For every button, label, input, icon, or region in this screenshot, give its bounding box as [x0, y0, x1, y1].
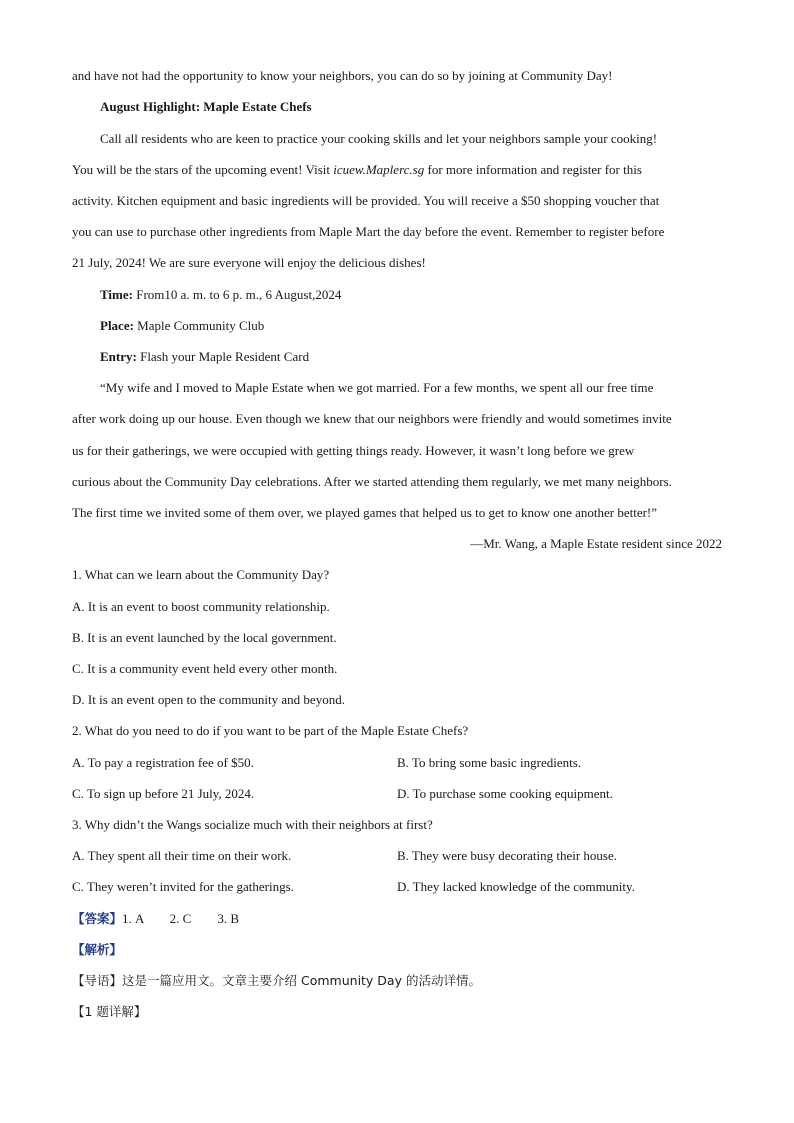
event-entry	[100, 348, 722, 366]
question-3-option-b[interactable]: B. They were busy decorating their house.	[397, 848, 617, 863]
event-time	[100, 286, 722, 304]
website-link[interactable]: icuew.Maplerc.sg	[333, 162, 425, 177]
question-2-option-a[interactable]: A. To pay a registration fee of $50.	[72, 755, 254, 770]
highlight-line-2-start: You will be the stars of the upcoming event! Visit	[72, 162, 330, 177]
question-2-option-d[interactable]: D. To purchase some cooking equipment.	[397, 786, 613, 801]
quote-attribution: —Mr. Wang, a Maple Estate resident since 2022	[470, 536, 722, 551]
highlight-line-2-end: for more information and register for this	[427, 162, 642, 177]
question-1-option-d[interactable]: D. It is an event open to the community and beyond.	[72, 692, 345, 707]
quote-line-3: us for their gatherings, we were occupied with getting things ready. However, it wasn’t long before we grew	[72, 443, 635, 458]
question-2-option-b[interactable]: B. To bring some basic ingredients.	[397, 755, 582, 770]
entry-value: Flash your Maple Resident Card	[140, 349, 310, 364]
event-place	[100, 317, 722, 335]
guide-label: 【导语】	[72, 973, 123, 988]
highlight-line-4: you can use to purchase other ingredients from Maple Mart the day before the event. Remember to register before	[72, 224, 665, 239]
guide-text: 这是一篇应用文。文章主要介绍 Community Day 的活动详情。	[122, 973, 481, 988]
question-3-option-d[interactable]: D. They lacked knowledge of the community.	[397, 879, 635, 894]
analysis-label: 【解析】	[72, 942, 123, 957]
entry-label: Entry:	[100, 349, 137, 364]
question-1-option-c[interactable]: C. It is a community event held every other month.	[72, 661, 338, 676]
question-2-option-c[interactable]: C. To sign up before 21 July, 2024.	[72, 786, 255, 801]
quote-line-5: The first time we invited some of them over, we played games that helped us to get to know one another better!”	[72, 505, 658, 520]
quote-line-2: after work doing up our house. Even though we knew that our neighbors were friendly and would sometimes invite	[72, 411, 672, 426]
analysis-row	[72, 941, 722, 959]
answer-row	[72, 910, 722, 928]
guide-row	[72, 972, 722, 990]
answer-values: 1. A 2. C 3. B	[122, 911, 240, 926]
highlight-line-3: activity. Kitchen equipment and basic ingredients will be provided. You will receive a $50 shopping voucher that	[72, 193, 660, 208]
quote-line-1: “My wife and I moved to Maple Estate when we got married. For a few months, we spent all our free time	[100, 380, 654, 395]
quote-line-4: curious about the Community Day celebrations. After we started attending them regularly, we met many neighbors.	[72, 474, 672, 489]
question-1-stem: 1. What can we learn about the Community Day?	[72, 567, 330, 582]
time-value: From10 a. m. to 6 p. m., 6 August,2024	[136, 287, 342, 302]
highlight-heading: August Highlight: Maple Estate Chefs	[100, 99, 312, 114]
answer-label: 【答案】	[72, 911, 123, 926]
question-1-option-a[interactable]: A. It is an event to boost community relationship.	[72, 599, 330, 614]
question-1-option-b[interactable]: B. It is an event launched by the local government.	[72, 630, 337, 645]
question-2-stem: 2. What do you need to do if you want to be part of the Maple Estate Chefs?	[72, 723, 469, 738]
detail-row	[72, 1003, 722, 1021]
question-3-stem: 3. Why didn’t the Wangs socialize much with their neighbors at first?	[72, 817, 433, 832]
time-label: Time:	[100, 287, 133, 302]
highlight-line-1: Call all residents who are keen to practice your cooking skills and let your neighbors sample your cooking!	[100, 131, 658, 146]
intro-tail-text: and have not had the opportunity to know your neighbors, you can do so by joining at Community Day!	[72, 68, 613, 83]
highlight-line-5: 21 July, 2024! We are sure everyone will enjoy the delicious dishes!	[72, 255, 426, 270]
highlight-line-2	[72, 161, 722, 179]
place-value: Maple Community Club	[137, 318, 265, 333]
question-3-option-c[interactable]: C. They weren’t invited for the gatherings.	[72, 879, 294, 894]
detail-label: 【1 题详解】	[72, 1004, 147, 1019]
place-label: Place:	[100, 318, 134, 333]
question-3-option-a[interactable]: A. They spent all their time on their work.	[72, 848, 292, 863]
